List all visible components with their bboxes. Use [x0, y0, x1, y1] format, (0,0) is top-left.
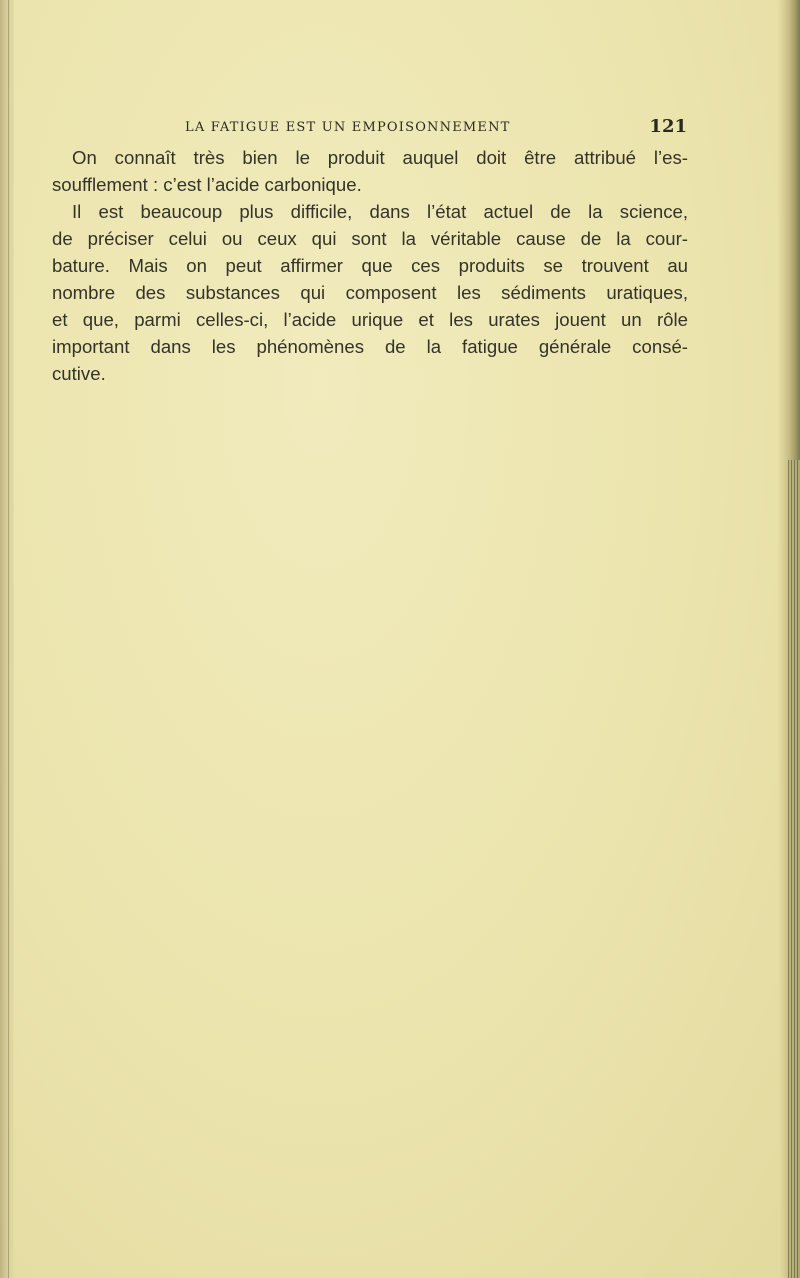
book-edge-pages [788, 460, 800, 1278]
text-line: soufflement : c’est l’acide carbonique. [52, 174, 362, 195]
text-line: cutive. [52, 363, 106, 384]
text-line: et que, parmi celles-ci, l’acide urique et les urates jouent un rôle [52, 309, 688, 330]
page-left-edge [0, 0, 14, 1278]
running-title: LA FATIGUE EST UN EMPOISONNEMENT [185, 120, 511, 135]
text-line: nombre des substances qui composent les sédiments uratiques, [52, 282, 688, 303]
paragraph-1 [52, 144, 688, 198]
page-binding-line [8, 0, 9, 1278]
text-line: bature. Mais on peut affirmer que ces produits se trouvent au [52, 255, 688, 276]
text-line: On connaît très bien le produit auquel doit être attribué l’es- [72, 147, 688, 168]
page-header [185, 116, 687, 140]
page-number: 121 [649, 116, 687, 137]
body-text [52, 144, 688, 387]
text-line: de préciser celui ou ceux qui sont la véritable cause de la cour- [52, 228, 688, 249]
text-line: Il est beaucoup plus difficile, dans l’état actuel de la science, [72, 201, 688, 222]
text-line: important dans les phénomènes de la fatigue générale consé- [52, 336, 688, 357]
paragraph-2 [52, 198, 688, 387]
